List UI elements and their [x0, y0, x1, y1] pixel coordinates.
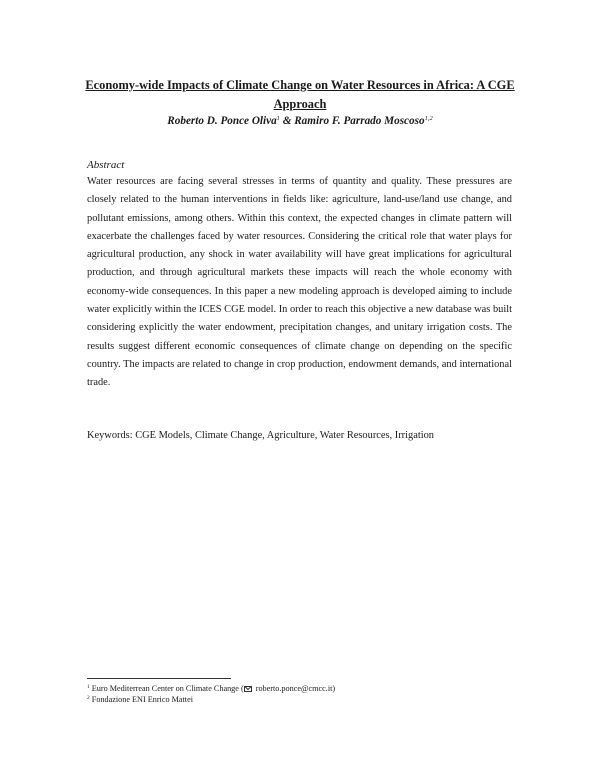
keywords-line: Keywords: CGE Models, Climate Change, Agriculture, Water Resources, Irrigation	[87, 430, 434, 441]
abstract-heading: Abstract	[87, 159, 125, 171]
paper-title-line-1: Economy-wide Impacts of Climate Change on Water Resources in Africa: A CGE	[85, 78, 515, 92]
author-separator: &	[279, 115, 295, 127]
paper-title	[80, 76, 520, 114]
footnote-divider	[87, 678, 231, 679]
abstract-body: Water resources are facing several stresses in terms of quantity and quality. These pressures are closely related to the human interventions in fields like: agriculture, land-use/land use change, and pollutant emissions, among others. Within this context, the expected changes in climate pattern will exacerbate the challenges faced by water resources. Considering the critical role that water plays for agricultural production, any shock in water availability will have great implications for agricultural production, and through agricultural markets these impacts will reach the whole economy with economy-wide consequences. In this paper a new modeling approach is developed aiming to include water explicitly within the ICES CGE model. In order to reach this objective a new database was built considering explicitly the water endowment, precipitation changes, and unitary irrigation costs. The results suggest different economic consequences of climate change on depending on the specific country. The impacts are related to change in crop production, endowment demands, and international trade.	[87, 176, 512, 389]
footnote-1	[87, 683, 512, 694]
footnote-2	[87, 694, 512, 705]
affiliation-mark: 1,2	[424, 115, 433, 122]
footnote-text: )	[332, 684, 336, 693]
footnote-text: Fondazione ENI Enrico Mattei	[89, 695, 193, 704]
footnotes	[87, 683, 512, 705]
footnote-text: Euro Mediterrean Center on Climate Change (	[89, 684, 244, 693]
footnote-email[interactable]: roberto.ponce@cmcc.it	[253, 684, 333, 693]
paper-title-line-2: Approach	[273, 97, 327, 111]
author-name: Ramiro F. Parrado Moscoso	[294, 115, 425, 127]
author-name: Roberto D. Ponce Oliva	[167, 115, 277, 127]
author-list	[80, 113, 520, 129]
affiliation-mark: 1	[276, 115, 280, 122]
footnote-mark: 1	[87, 684, 90, 690]
mail-icon	[244, 686, 252, 692]
footnote-mark: 2	[87, 695, 90, 701]
